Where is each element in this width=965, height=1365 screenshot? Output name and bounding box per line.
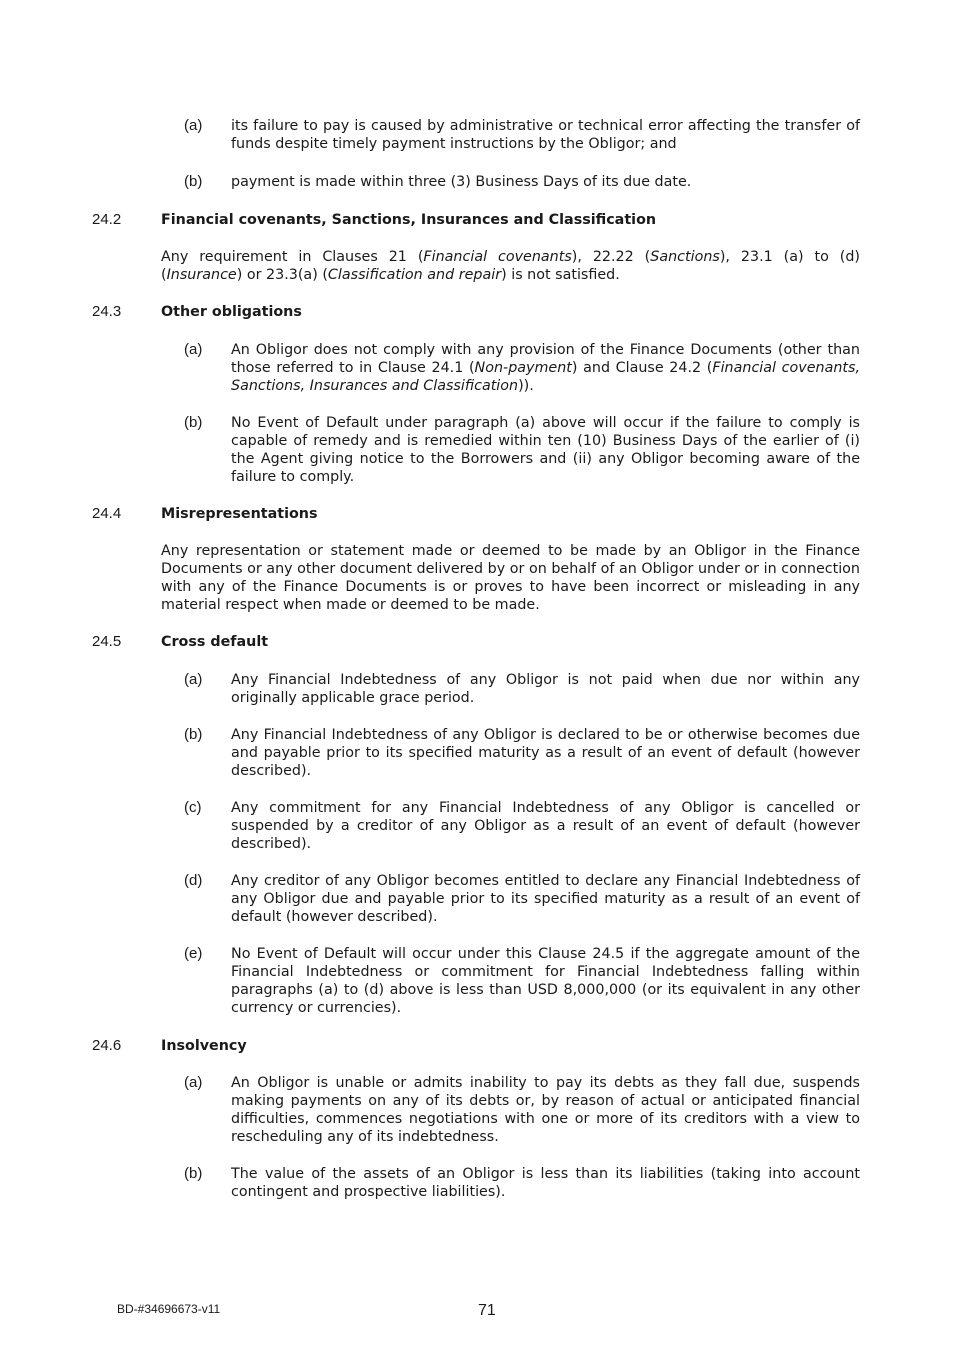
section-title: Insolvency — [161, 1038, 247, 1054]
section-body: Any requirement in Clauses 21 (Financial covenants), 22.22 (Sanctions), 23.1 (a) to (d) (Insurance) or 23.3(a) (Classification and repair) is not satisfied. — [161, 249, 860, 283]
paragraph-label: (c) — [184, 799, 202, 816]
paragraph-label: (a) — [184, 117, 203, 134]
section-title: Financial covenants, Sanctions, Insurances and Classification — [161, 212, 657, 228]
section-title: Other obligations — [161, 304, 302, 320]
section-title: Misrepresentations — [161, 506, 318, 522]
section-number: 24.6 — [92, 1037, 122, 1054]
paragraph-label: (b) — [184, 1165, 203, 1182]
paragraph-text: No Event of Default under paragraph (a) above will occur if the failure to comply is capable of remedy and is remedied within ten (10) Business Days of the earlier of (i) the Agent giving notice to the Borrowers and (ii) any Obligor becoming aware of the failure to comply. — [231, 415, 860, 485]
section-body: Any representation or statement made or deemed to be made by an Obligor in the Finance Documents or any other document delivered by or on behalf of an Obligor under or in connection with any of the Finance Documents is or proves to have been incorrect or misleading in any material respect when made or deemed to be made. — [161, 543, 860, 613]
document-reference: BD-#34696673-v11 — [117, 1302, 221, 1316]
section-title: Cross default — [161, 634, 269, 650]
section-number: 24.4 — [92, 505, 122, 522]
paragraph-text: An Obligor does not comply with any provision of the Finance Documents (other than those referred to in Clause 24.1 (Non-payment) and Clause 24.2 (Financial covenants, Sanctions, Insurances and Classification)). — [231, 342, 860, 394]
section-number: 24.2 — [92, 211, 122, 228]
paragraph-text: payment is made within three (3) Business Days of its due date. — [231, 174, 692, 190]
paragraph-text: Any Financial Indebtedness of any Obligor is not paid when due nor within any originally applicable grace period. — [231, 672, 860, 706]
paragraph-text: its failure to pay is caused by administrative or technical error affecting the transfer of funds despite timely payment instructions by the Obligor; and — [231, 118, 860, 152]
paragraph-text: The value of the assets of an Obligor is less than its liabilities (taking into account contingent and prospective liabilities). — [231, 1166, 860, 1200]
section-number: 24.3 — [92, 303, 122, 320]
paragraph-label: (a) — [184, 671, 203, 688]
paragraph-text: Any commitment for any Financial Indebtedness of any Obligor is cancelled or suspended by a creditor of any Obligor as a result of an event of default (however described). — [231, 800, 860, 852]
paragraph-label: (b) — [184, 414, 203, 431]
paragraph-label: (b) — [184, 726, 203, 743]
paragraph-label: (b) — [184, 173, 203, 190]
paragraph-label: (a) — [184, 341, 203, 358]
paragraph-text: Any Financial Indebtedness of any Obligor is declared to be or otherwise becomes due and payable prior to its specified maturity as a result of an event of default (however described). — [231, 727, 860, 779]
paragraph-label: (a) — [184, 1074, 203, 1091]
paragraph-text: No Event of Default will occur under this Clause 24.5 if the aggregate amount of the Financial Indebtedness or commitment for Financial Indebtedness falling within paragraphs (a) to (d) above is less than USD 8,000,000 (or its equivalent in any other currency or currencies). — [231, 946, 860, 1016]
page-number: 71 — [478, 1302, 496, 1319]
paragraph-label: (d) — [184, 872, 203, 889]
paragraph-label: (e) — [184, 945, 203, 962]
section-number: 24.5 — [92, 633, 122, 650]
paragraph-text: Any creditor of any Obligor becomes entitled to declare any Financial Indebtedness of any Obligor due and payable prior to its specified maturity as a result of an event of default (however described). — [231, 873, 860, 925]
paragraph-text: An Obligor is unable or admits inability to pay its debts as they fall due, suspends making payments on any of its debts or, by reason of actual or anticipated financial difficulties, commences negotiations with one or more of its creditors with a view to rescheduling any of its indebtedness. — [231, 1075, 860, 1145]
